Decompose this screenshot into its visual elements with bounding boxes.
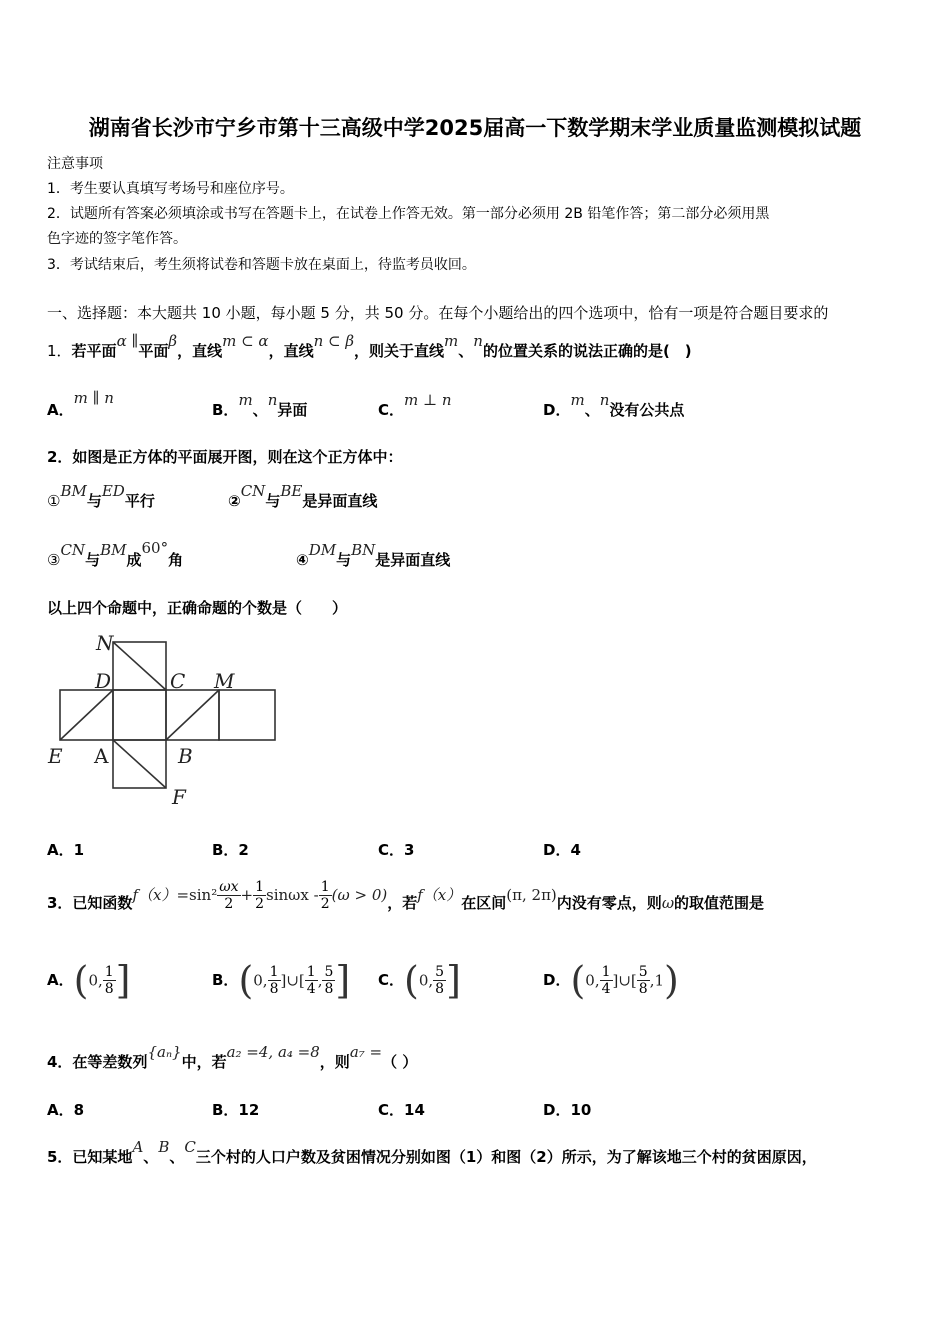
q4-option-b[interactable]: B．12 [212, 1101, 260, 1119]
q3-option-d-num-1: 1 [601, 964, 611, 980]
q2-proposition-4 [296, 541, 451, 570]
q2-p1-mark: ① [47, 492, 61, 510]
q3-option-d[interactable] [543, 955, 679, 1005]
q3-option-a-num: 1 [104, 964, 114, 980]
net-diagonal-nc [113, 642, 166, 690]
label-f: F [172, 785, 186, 808]
label-n: N [96, 631, 114, 655]
q2-p2-text-2: 是异面直线 [302, 492, 378, 510]
label-m: M [214, 669, 235, 693]
q3-option-a-zero: 0, [88, 971, 103, 990]
q3-option-b-frac-1 [268, 964, 281, 997]
q4-text-3: ，则 [319, 1053, 350, 1071]
q2-p3-text-1: 与 [85, 551, 101, 569]
q1-math-4: n ⊂ β [313, 332, 355, 350]
q3-option-d-frac-1 [600, 964, 613, 997]
q3-option-d-zero: 0, [585, 971, 600, 990]
q3-frac-1-den: 2 [224, 896, 234, 912]
q3-option-b-den-3: 8 [324, 981, 334, 997]
notice-line-2a: 2．试题所有答案必须填涂或书写在答题卡上，在试卷上作答无效。第一部分必须用 2B 铅笔作答；第二部分必须用黑 [47, 206, 770, 222]
q2-p2-mark: ② [228, 492, 241, 510]
label-a: A [94, 744, 109, 768]
q4-text-2: 中，若 [181, 1053, 227, 1071]
q3-omega: ω [661, 894, 675, 912]
q2-proposition-2 [228, 482, 378, 511]
q3-option-c-label: C． [378, 971, 405, 989]
q3-text-2: ，若 [387, 894, 418, 912]
q3-option-d-den-1: 4 [601, 981, 611, 997]
q2-p1-text-2: 平行 [124, 492, 155, 510]
q1-option-d-label: D． [543, 401, 571, 419]
q3-frac-3-num: 1 [320, 879, 330, 895]
q5-text-1: 5．已知某地 [47, 1148, 133, 1166]
q1-option-a[interactable] [47, 389, 114, 420]
q1-option-c-math: m ⊥ n [404, 391, 452, 409]
q2-option-a[interactable]: A．1 [47, 841, 85, 859]
q3-option-b-label: B． [212, 971, 239, 989]
q1-number: 1． [47, 342, 72, 360]
q3-option-d-frac-2 [637, 964, 650, 997]
q4-option-c[interactable]: C．14 [378, 1101, 425, 1119]
q2-proposition-1 [47, 482, 155, 511]
q3-frac-2 [253, 879, 266, 912]
notice-line-1: 1．考生要认真填写考场号和座位序号。 [47, 181, 294, 197]
q3-option-c-frac [433, 964, 446, 997]
q3-option-d-label: D． [543, 971, 571, 989]
q1-math-3: m ⊂ α [222, 332, 269, 350]
q3-option-d-num-2: 5 [638, 964, 648, 980]
notice-heading: 注意事项 [47, 156, 103, 172]
q1-option-c[interactable] [378, 391, 452, 420]
q1-option-d[interactable] [543, 391, 685, 420]
q3-option-c-zero: 0, [418, 971, 434, 990]
q3-option-b-comma: , [317, 971, 323, 990]
net-diagonal-ed [60, 690, 113, 740]
q4-text-4: （ ） [382, 1053, 418, 1071]
q1-math-6: n [473, 332, 483, 350]
question-1-stem [47, 332, 692, 361]
q3-option-a-den: 8 [104, 981, 114, 997]
q3-option-b-num-1: 1 [269, 964, 279, 980]
q1-option-b-label: B． [212, 401, 239, 419]
q3-option-d-union: ]∪[ [612, 971, 637, 990]
q2-option-d[interactable]: D．4 [543, 841, 581, 859]
q3-frac-2-den: 2 [255, 896, 265, 912]
q3-option-b-rbracket: ] [335, 958, 351, 1003]
q4-text-1: 4．在等差数列 [47, 1053, 148, 1071]
q3-frac-3 [319, 879, 332, 912]
q1-text-1: 若平面 [71, 342, 117, 360]
q3-frac-2-num: 1 [255, 879, 265, 895]
label-b: B [178, 744, 193, 768]
q2-ask: 以上四个命题中，正确命题的个数是（ ） [47, 599, 348, 617]
q2-p3-text-2: 成 [126, 551, 142, 569]
q1-option-b[interactable] [212, 391, 308, 420]
q2-p2-text-1: 与 [265, 492, 281, 510]
q3-plus: + [240, 886, 254, 904]
q3-text-3: 在区间 [461, 894, 507, 912]
q3-text-5: 的取值范围是 [674, 894, 765, 912]
label-e: E [48, 744, 63, 768]
q5-sep-1: 、 [143, 1148, 159, 1166]
q2-p1-math-2: ED [101, 482, 125, 500]
q1-text-5: ，则关于直线 [354, 342, 445, 360]
q5-text-2: 三个村的人口户数及贫困情况分别如图（1）和图（2）所示，为了解该地三个村的贫困原因， [195, 1148, 817, 1166]
q2-proposition-3 [47, 539, 184, 570]
q2-p3-mark: ③ [47, 551, 61, 569]
question-4-stem [47, 1043, 418, 1072]
q1-option-b-text: 异面 [277, 401, 308, 419]
q3-option-c[interactable] [378, 955, 461, 1005]
q2-p4-mark: ④ [296, 551, 309, 569]
question-3-stem [47, 878, 764, 928]
section-heading: 一、选择题：本大题共 10 小题，每小题 5 分，共 50 分。在每个小题给出的四个选项中，恰有一项是符合题目要求的 [47, 304, 829, 322]
q4-cond-1: a₂ =4 [226, 1043, 269, 1061]
q3-option-c-rbracket: ] [446, 958, 461, 1003]
q1-option-c-label: C． [378, 401, 405, 419]
question-5-stem [47, 1138, 817, 1167]
q1-option-b-math-2: n [267, 391, 278, 409]
q2-p1-math-1: BM [60, 482, 87, 500]
q4-seq: {aₙ} [147, 1043, 182, 1061]
q2-p4-math-2: BN [351, 541, 376, 559]
q3-option-b-den-1: 8 [269, 981, 279, 997]
q3-option-a-rbracket: ] [115, 958, 131, 1003]
q3-sin: sinωx - [266, 886, 319, 904]
q3-interval: (π, 2π) [506, 886, 557, 904]
q1-option-a-math: m ∥ n [73, 389, 114, 407]
q3-text-1: 3．已知函数 [47, 894, 133, 912]
q1-math-2: β [168, 332, 178, 350]
q3-option-d-rparen: ) [664, 958, 679, 1003]
question-2-stem: 2．如图是正方体的平面展开图，则在这个正方体中： [47, 448, 403, 466]
q3-option-a-lparen: ( [73, 958, 89, 1003]
q3-option-a-frac [103, 964, 116, 997]
q1-text-2: 平面 [138, 342, 169, 360]
q2-p3-math-2: BM [100, 541, 127, 559]
q1-option-d-math-1: m [570, 391, 585, 409]
q1-text-3: ，直线 [177, 342, 223, 360]
q2-p3-math-3: 60° [141, 539, 169, 557]
q3-fx-2: f（x） [417, 886, 462, 904]
q2-option-b[interactable]: B．2 [212, 841, 249, 859]
net-diagonal-af [113, 740, 166, 788]
q5-math-a: A [132, 1138, 144, 1156]
q1-option-b-math-1: m [238, 391, 253, 409]
q3-option-c-den: 8 [435, 981, 445, 997]
q3-option-d-lparen: ( [570, 958, 586, 1003]
q2-p3-text-3: 角 [168, 551, 184, 569]
q1-text-7: 的位置关系的说法正确的是( ) [482, 342, 692, 360]
q1-option-d-text: 没有公共点 [609, 401, 685, 419]
q3-text-4: 内没有零点，则 [556, 894, 662, 912]
q2-option-c[interactable]: C．3 [378, 841, 415, 859]
q3-option-c-lparen: ( [404, 958, 419, 1003]
q2-p4-text-2: 是异面直线 [375, 551, 451, 569]
q3-option-b-frac-3 [322, 964, 335, 997]
q1-text-4: ，直线 [268, 342, 314, 360]
q4-cond-2: , a₄ =8 [268, 1043, 320, 1061]
q2-p2-math-1: CN [240, 482, 266, 500]
label-d: D [95, 669, 112, 693]
q3-option-b-union: ]∪[ [280, 971, 305, 990]
q3-option-b-frac-2 [305, 964, 318, 997]
q4-option-a[interactable]: A．8 [47, 1101, 85, 1119]
q3-option-b-num-2: 1 [306, 964, 316, 980]
q3-option-b[interactable] [212, 955, 350, 1005]
q1-option-d-sep: 、 [584, 401, 600, 419]
q3-option-d-comma: ,1 [649, 971, 665, 990]
q4-cond-3: a₇ = [349, 1043, 383, 1061]
q1-math-5: m [444, 332, 459, 350]
label-c: C [170, 669, 186, 693]
q5-sep-2: 、 [169, 1148, 185, 1166]
q3-frac-1-num: ωx [219, 879, 239, 895]
q1-option-a-label: A． [47, 401, 74, 419]
q3-option-a-label: A． [47, 971, 74, 989]
net-face-center [113, 690, 166, 740]
cube-net-figure [40, 628, 290, 808]
q3-option-b-num-3: 5 [324, 964, 334, 980]
net-face-far-right [219, 690, 275, 740]
q3-option-b-zero: 0, [253, 971, 268, 990]
q5-math-b: B [158, 1138, 170, 1156]
q4-option-d[interactable]: D．10 [543, 1101, 592, 1119]
q3-frac-3-den: 2 [320, 896, 330, 912]
q3-option-a[interactable] [47, 955, 131, 1005]
q1-text-6: 、 [458, 342, 474, 360]
q1-option-b-sep: 、 [252, 401, 268, 419]
q2-p4-math-1: DM [308, 541, 337, 559]
q1-option-d-math-2: n [599, 391, 610, 409]
q3-option-b-den-2: 4 [306, 981, 316, 997]
q2-p3-math-1: CN [60, 541, 86, 559]
q5-math-c: C [184, 1138, 196, 1156]
notice-line-2b: 色字迹的签字笔作答。 [47, 231, 187, 247]
q3-option-b-lparen: ( [238, 958, 254, 1003]
q3-eq: =sin² [176, 886, 218, 904]
net-diagonal-bm [166, 690, 219, 740]
q3-cond: (ω > 0) [331, 886, 388, 904]
q3-frac-1 [217, 879, 240, 912]
q3-fx: f（x） [132, 886, 177, 904]
q2-p2-math-2: BE [280, 482, 303, 500]
q1-math-1: α ∥ [116, 332, 139, 350]
q2-p1-text-1: 与 [86, 492, 102, 510]
q2-p4-text-1: 与 [336, 551, 352, 569]
page-title: 湖南省长沙市宁乡市第十三高级中学2025届高一下数学期末学业质量监测模拟试题 [88, 116, 862, 140]
notice-line-3: 3．考试结束后，考生须将试卷和答题卡放在桌面上，待监考员收回。 [47, 257, 476, 273]
q3-option-c-num: 5 [435, 964, 445, 980]
q3-option-d-den-2: 8 [638, 981, 648, 997]
